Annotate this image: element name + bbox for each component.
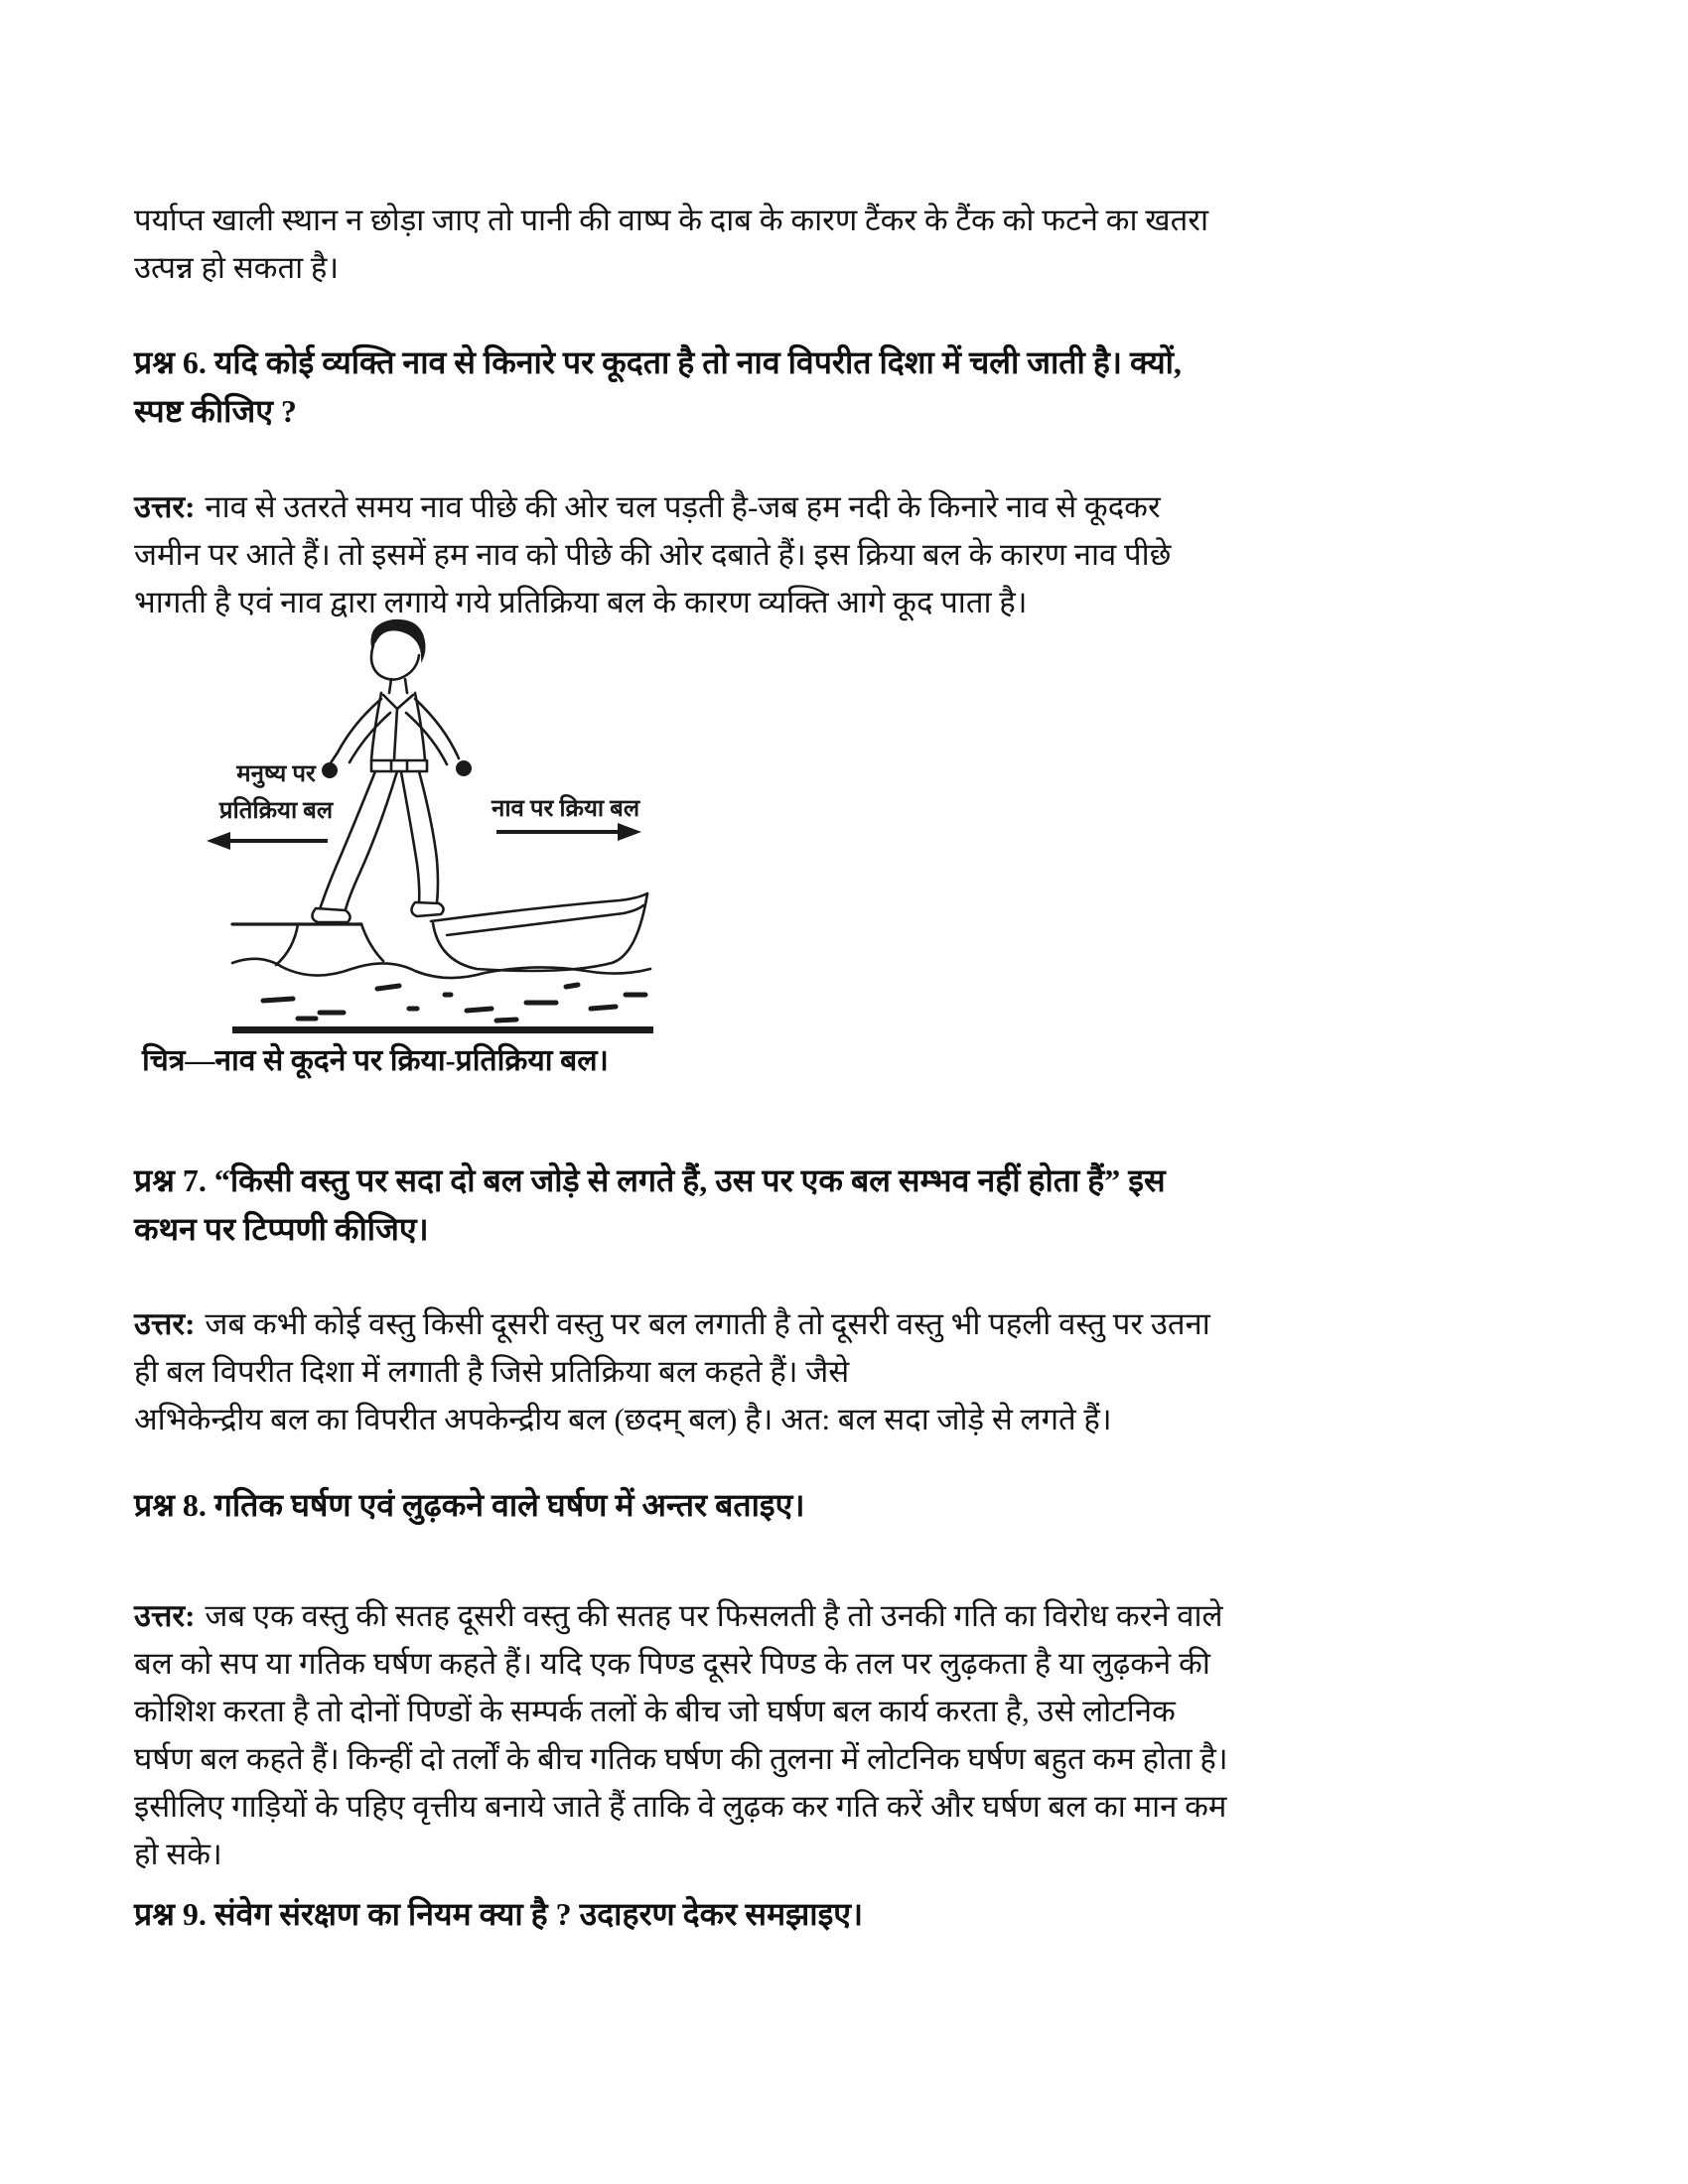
text-segment: जब एक वस्तु की सतह दूसरी वस्तु की सतह पर फिसलती है तो उनकी गति का विरोध करने वाले bbox=[205, 1598, 1223, 1633]
answer-8-paragraph bbox=[134, 1592, 1228, 1878]
figure-caption: चित्र—नाव से कूदने पर क्रिया-प्रतिक्रिया बल। bbox=[142, 1044, 609, 1077]
heading-line: प्रश्न 9. संवेग संरक्षण का नियम क्या है ? उदाहरण देकर समझाइए। bbox=[134, 1896, 864, 1932]
text-line bbox=[134, 1592, 1228, 1640]
text-line: कोशिश करता है तो दोनों पिण्डों के सम्पर्क तलों के बीच जो घर्षण बल कार्य करता है, उसे लोटनिक bbox=[134, 1694, 1176, 1728]
text-segment: नाव से उतरते समय नाव पीछे की ओर चल पड़ती है-जब हम नदी के किनारे नाव से कूदकर bbox=[205, 489, 1161, 524]
heading-line: प्रश्न 7. “किसी वस्तु पर सदा दो बल जोड़े से लगते हैं, उस पर एक बल सम्भव नहीं होता हैं” इस bbox=[134, 1162, 1166, 1198]
question-8-heading bbox=[134, 1481, 804, 1530]
reaction-force-label bbox=[197, 756, 355, 830]
question-7-heading bbox=[134, 1157, 1166, 1254]
text-line: ही बल विपरीत दिशा में लगाती है जिसे प्रतिक्रिया बल कहते हैं। जैसे bbox=[134, 1354, 850, 1389]
answer-7-paragraph bbox=[134, 1300, 1210, 1443]
text-line: हो सके। bbox=[134, 1837, 222, 1871]
heading-line: कथन पर टिप्पणी कीजिए। bbox=[134, 1211, 429, 1247]
answer-label: उत्तर: bbox=[134, 1598, 196, 1633]
action-force-label: नाव पर क्रिया बल bbox=[492, 796, 640, 822]
heading-line: स्पष्ट कीजिए ? bbox=[134, 393, 297, 429]
text-line: पर्याप्त खाली स्थान न छोड़ा जाए तो पानी की वाष्प के दाब के कारण टैंकर के टैंक को फटने का खतरा bbox=[134, 203, 1208, 237]
answer-label: उत्तर: bbox=[134, 1306, 196, 1341]
heading-line: प्रश्न 8. गतिक घर्षण एवं लुढ़कने वाले घर्षण में अन्तर बताइए। bbox=[134, 1487, 805, 1523]
text-line: बल को सप या गतिक घर्षण कहते हैं। यदि एक पिण्ड दूसरे पिण्ड के तल पर लुढ़कता है या लुढ़कने की bbox=[134, 1646, 1210, 1681]
text-line: भागती है एवं नाव द्वारा लगाये गये प्रतिक्रिया बल के कारण व्यक्ति आगे कूद पाता है। bbox=[134, 585, 1028, 619]
text-line: इसीलिए गाड़ियों के पहिए वृत्तीय बनाये जाते हैं ताकि वे लुढ़क कर गति करें और घर्षण बल का मान कम bbox=[134, 1789, 1227, 1824]
question-6-heading bbox=[134, 339, 1182, 436]
text-line: जमीन पर आते हैं। तो इसमें हम नाव को पीछे की ओर दबाते हैं। इस क्रिया बल के कारण नाव पीछे bbox=[134, 537, 1172, 572]
text-line bbox=[134, 1300, 1210, 1348]
text-line: अभिकेन्द्रीय बल का विपरीत अपकेन्द्रीय बल (छदम् बल) है। अत: बल सदा जोड़े से लगते हैं। bbox=[134, 1402, 1112, 1436]
question-9-heading bbox=[134, 1890, 863, 1939]
heading-line: प्रश्न 6. यदि कोई व्यक्ति नाव से किनारे पर कूदता है तो नाव विपरीत दिशा में चली जाती है। क्यों, bbox=[134, 344, 1182, 380]
label-line: प्रतिक्रिया बल bbox=[218, 798, 334, 824]
answer-label: उत्तर: bbox=[134, 489, 196, 524]
text-line: उत्पन्न हो सकता है। bbox=[134, 250, 340, 285]
label-line: मनुष्य पर bbox=[236, 761, 316, 787]
scene-drawing bbox=[232, 893, 653, 1033]
text-line bbox=[134, 483, 1171, 531]
intro-paragraph bbox=[134, 197, 1208, 292]
answer-6-paragraph bbox=[134, 483, 1171, 626]
text-line: घर्षण बल कहते हैं। किन्हीं दो तर्लों के बीच गतिक घर्षण की तुलना में लोटनिक घर्षण बहुत कम होता है। bbox=[134, 1741, 1228, 1776]
left-arrow-icon bbox=[207, 832, 328, 850]
text-segment: जब कभी कोई वस्तु किसी दूसरी वस्तु पर बल लगाती है तो दूसरी वस्तु भी पहली वस्तु पर उतना bbox=[205, 1306, 1210, 1341]
